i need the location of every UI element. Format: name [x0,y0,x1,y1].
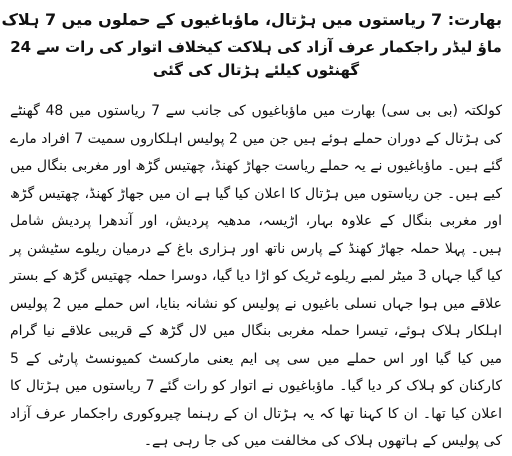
subheadline: ماؤ لیڈر راجکمار عرف آزاد کی ہلاکت کیخلاف اتوار کی رات سے 24 گھنٹوں کیلئے ہڑتال کی گئی [10,38,502,79]
headline: بھارت: 7 ریاستوں میں ہڑتال، ماؤباغیوں کے حملوں میں 7 ہلاک [1,10,502,29]
article-body: کولکتہ (بی بی سی) بھارت میں ماؤباغیوں کی جانب سے 7 ریاستوں میں 48 گھنٹے کی ہڑتال کے دوران حملے ہوئے ہیں جن میں 2 پولیس اہلکاروں سمیت 7 افراد مارے گئے ہیں۔ ماؤباغیوں نے یہ حملے ریاست جھاڑ کھنڈ، چھتیس گڑھ اور مغربی بنگال میں کیے ہیں۔ جن ریاستوں میں ہڑتال کا اعلان کیا گیا ہے ان میں جھاڑ کھنڈ، چھتیس گڑھ اور مغربی بنگال کے علاوہ بہار، اڑیسہ، مدھیہ پردیش، اور آندھرا پردیش شامل ہیں۔ پہلا حملہ جھاڑ کھنڈ کے پارس ناتھ اور ہزاری باغ کے درمیان ریلوے سٹیشن پر کیا گیا جہاں 3 میٹر لمبے ریلوے ٹریک کو اڑا دیا گیا، دوسرا حملہ چھتیس گڑھ کے بستر علاقے میں ہوا جہاں نسلی باغیوں نے پولیس کو نشانہ بنایا، اس حملے میں 2 پولیس اہلکار ہلاک ہوئے، تیسرا حملہ مغربی بنگال میں لال گڑھ کے قریبی علاقے نیا گرام میں کیا گیا اور اس حملے میں سی پی ایم یعنی مارکسٹ کمیونسٹ پارٹی کے 5 کارکنان کو ہلاک کر دیا گیا۔ ماؤباغیوں نے اتوار کو رات گئے 7 ریاستوں میں ہڑتال کا اعلان کیا تھا۔ ان کا کہنا تھا کہ یہ ہڑتال ان کے رہنما چیروکوری راجکمار عرف آزاد کی پولیس کے ہاتھوں ہلاک کی مخالفت میں کی جا رہی ہے۔ [10,103,503,449]
